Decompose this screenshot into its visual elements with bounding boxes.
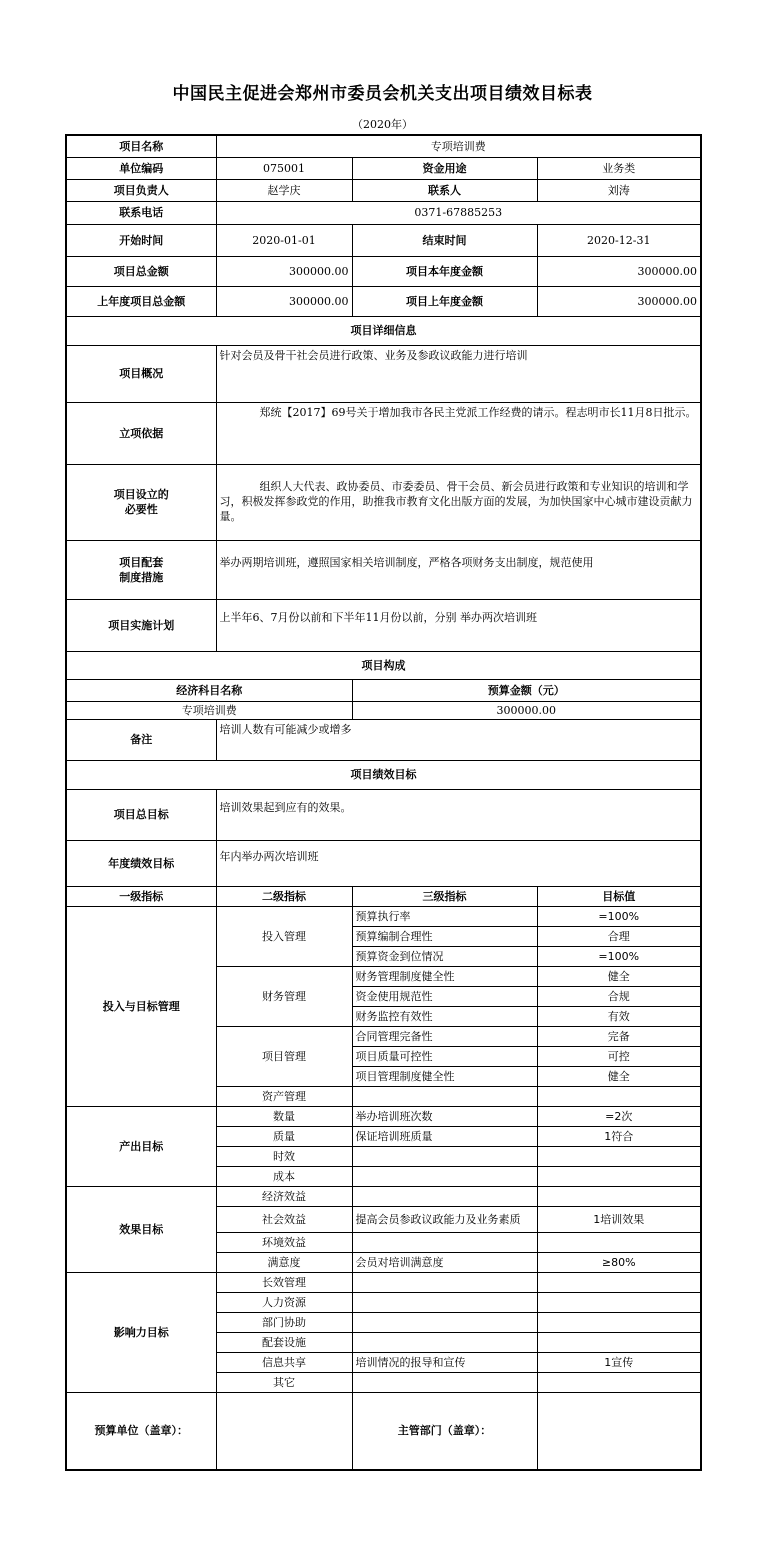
group-effect-goals: 效果目标 — [66, 1186, 216, 1272]
last-year-amount-value: 300000.00 — [537, 286, 701, 316]
row-remark — [66, 719, 701, 760]
phone-label: 联系电话 — [66, 201, 216, 224]
composition-col1-header: 经济科目名称 — [66, 679, 352, 701]
indicator-value: 1培训效果 — [537, 1206, 701, 1232]
row-basis — [66, 402, 701, 464]
annual-goal-label: 年度绩效目标 — [66, 840, 216, 886]
start-value: 2020-01-01 — [216, 224, 352, 256]
necessity-label-line1: 项目设立的 — [113, 488, 169, 501]
performance-table — [65, 134, 702, 1471]
sub-quality: 质量 — [216, 1126, 352, 1146]
dept-seal-label: 主管部门（盖章）： — [352, 1392, 537, 1470]
remark-text: 培训人数有可能减少或增多 — [216, 719, 701, 760]
overall-goal-text: 培训效果起到应有的效果。 — [216, 789, 701, 840]
measures-label-line2: 制度措施 — [119, 570, 164, 584]
row-measures — [66, 540, 701, 599]
row-dates — [66, 224, 701, 256]
indicator-name: 预算资金到位情况 — [352, 946, 537, 966]
sub-financial-management: 财务管理 — [216, 966, 352, 1026]
indicator-name: 资金使用规范性 — [352, 986, 537, 1006]
start-label: 开始时间 — [66, 224, 216, 256]
sub-satisfaction: 满意度 — [216, 1252, 352, 1272]
last-year-amount-label: 项目上年度金额 — [352, 286, 537, 316]
row-last-total — [66, 286, 701, 316]
contact-value: 刘涛 — [537, 179, 701, 201]
row-performance-heading — [66, 760, 701, 789]
basis-label: 立项依据 — [66, 402, 216, 464]
indicator-name: 会员对培训满意度 — [352, 1252, 537, 1272]
indicator-name: 财务管理制度健全性 — [352, 966, 537, 986]
plan-text: 上半年6、7月份以前和下半年11月份以前，分别 举办两次培训班 — [216, 599, 701, 651]
overview-label: 项目概况 — [66, 345, 216, 402]
indicator-name: 培训情况的报导和宣传 — [352, 1352, 537, 1372]
total-value: 300000.00 — [216, 256, 352, 286]
indicator-h3: 三级指标 — [352, 886, 537, 906]
composition-heading: 项目构成 — [66, 651, 701, 679]
row-composition-item — [66, 701, 701, 719]
indicator-value: 有效 — [537, 1006, 701, 1026]
sub-input-management: 投入管理 — [216, 906, 352, 966]
table-row — [66, 1106, 701, 1126]
last-total-label: 上年度项目总金额 — [66, 286, 216, 316]
row-unit-code — [66, 157, 701, 179]
indicator-name: 项目管理制度健全性 — [352, 1066, 537, 1086]
sub-project-management: 项目管理 — [216, 1026, 352, 1086]
sub-quantity: 数量 — [216, 1106, 352, 1126]
indicator-value: 可控 — [537, 1046, 701, 1066]
indicator-h2: 二级指标 — [216, 886, 352, 906]
table-row — [66, 1186, 701, 1206]
indicator-name: 举办培训班次数 — [352, 1106, 537, 1126]
sub-timeliness: 时效 — [216, 1146, 352, 1166]
sub-economic-benefit: 经济效益 — [216, 1186, 352, 1206]
indicator-name: 项目质量可控性 — [352, 1046, 537, 1066]
total-label: 项目总金额 — [66, 256, 216, 286]
sub-information-sharing: 信息共享 — [216, 1352, 352, 1372]
group-influence-goals: 影响力目标 — [66, 1272, 216, 1392]
necessity-label-line2: 必要性 — [124, 503, 158, 516]
fund-use-label: 资金用途 — [352, 157, 537, 179]
sub-department-assistance: 部门协助 — [216, 1312, 352, 1332]
unit-code-value: 075001 — [216, 157, 352, 179]
table-row — [66, 906, 701, 926]
indicator-value: =100% — [537, 906, 701, 926]
indicator-value: 1宣传 — [537, 1352, 701, 1372]
measures-label-line1: 项目配套 — [119, 555, 164, 569]
remark-label: 备注 — [66, 719, 216, 760]
indicator-value: ≥80% — [537, 1252, 701, 1272]
overview-text: 针对会员及骨干社会员进行政策、业务及参政议政能力进行培训 — [216, 345, 701, 402]
sub-cost: 成本 — [216, 1166, 352, 1186]
annual-goal-text: 年内举办两次培训班 — [216, 840, 701, 886]
sub-social-benefit: 社会效益 — [216, 1206, 352, 1232]
composition-item-name: 专项培训费 — [66, 701, 352, 719]
indicator-name: 财务监控有效性 — [352, 1006, 537, 1026]
indicator-value: =2次 — [537, 1106, 701, 1126]
last-total-value: 300000.00 — [216, 286, 352, 316]
indicator-name: 预算编制合理性 — [352, 926, 537, 946]
sub-asset-management: 资产管理 — [216, 1086, 352, 1106]
row-annual-goal — [66, 840, 701, 886]
indicator-h4: 目标值 — [537, 886, 701, 906]
project-name-value: 专项培训费 — [216, 135, 701, 157]
row-details-heading — [66, 316, 701, 345]
group-output-goals: 产出目标 — [66, 1106, 216, 1186]
sub-human-resources: 人力资源 — [216, 1292, 352, 1312]
indicator-name: 合同管理完备性 — [352, 1026, 537, 1046]
row-leader — [66, 179, 701, 201]
fund-use-value: 业务类 — [537, 157, 701, 179]
details-heading: 项目详细信息 — [66, 316, 701, 345]
end-label: 结束时间 — [352, 224, 537, 256]
sub-other: 其它 — [216, 1372, 352, 1392]
year-amount-label: 项目本年度金额 — [352, 256, 537, 286]
sub-environmental-benefit: 环境效益 — [216, 1232, 352, 1252]
indicator-value: 完备 — [537, 1026, 701, 1046]
indicator-value: 1符合 — [537, 1126, 701, 1146]
phone-value: 0371-67885253 — [216, 201, 701, 224]
contact-label: 联系人 — [352, 179, 537, 201]
row-total — [66, 256, 701, 286]
leader-label: 项目负责人 — [66, 179, 216, 201]
row-plan — [66, 599, 701, 651]
indicator-name: 提高会员参政议政能力及业务素质 — [352, 1206, 537, 1232]
row-signatures — [66, 1392, 701, 1470]
row-phone — [66, 201, 701, 224]
dept-seal-area — [537, 1392, 701, 1470]
plan-label: 项目实施计划 — [66, 599, 216, 651]
page-title: 中国民主促进会郑州市委员会机关支出项目绩效目标表 — [172, 84, 593, 104]
indicator-name: 保证培训班质量 — [352, 1126, 537, 1146]
measures-text: 举办两期培训班，遵照国家相关培训制度，严格各项财务支出制度，规范使用 — [216, 540, 701, 599]
sub-supporting-facilities: 配套设施 — [216, 1332, 352, 1352]
row-project-name — [66, 135, 701, 157]
indicator-value: 健全 — [537, 966, 701, 986]
indicator-value: 健全 — [537, 1066, 701, 1086]
budget-unit-seal-label: 预算单位（盖章）： — [66, 1392, 216, 1470]
composition-item-amount: 300000.00 — [352, 701, 701, 719]
row-composition-heading — [66, 651, 701, 679]
indicator-value: =100% — [537, 946, 701, 966]
year-amount-value: 300000.00 — [537, 256, 701, 286]
composition-col2-header: 预算金额（元） — [352, 679, 701, 701]
leader-value: 赵学庆 — [216, 179, 352, 201]
row-necessity — [66, 464, 701, 540]
table-row — [66, 1272, 701, 1292]
end-value: 2020-12-31 — [537, 224, 701, 256]
unit-code-label: 单位编码 — [66, 157, 216, 179]
overall-goal-label: 项目总目标 — [66, 789, 216, 840]
year-label: （2020年） — [352, 118, 413, 131]
indicator-name: 预算执行率 — [352, 906, 537, 926]
performance-heading: 项目绩效目标 — [66, 760, 701, 789]
indicator-value: 合规 — [537, 986, 701, 1006]
sub-long-term-management: 长效管理 — [216, 1272, 352, 1292]
necessity-text: 组织人大代表、政协委员、市委委员、骨干会员、新会员进行政策和专业知识的培训和学习，积极发挥参政党的作用，助推我市教育文化出版方面的发展，为加快国家中心城市建设贡献力量。 — [216, 464, 701, 540]
necessity-label — [66, 464, 216, 540]
basis-text: 郑统【2017】69号关于增加我市各民主党派工作经费的请示。程志明市长11月8日批示。 — [216, 402, 701, 464]
measures-label — [66, 540, 216, 599]
row-indicator-header — [66, 886, 701, 906]
indicator-h1: 一级指标 — [66, 886, 216, 906]
budget-unit-seal-area — [216, 1392, 352, 1470]
row-overall-goal — [66, 789, 701, 840]
row-composition-header — [66, 679, 701, 701]
indicator-value: 合理 — [537, 926, 701, 946]
row-overview — [66, 345, 701, 402]
group-input-management: 投入与目标管理 — [66, 906, 216, 1106]
project-name-label: 项目名称 — [66, 135, 216, 157]
